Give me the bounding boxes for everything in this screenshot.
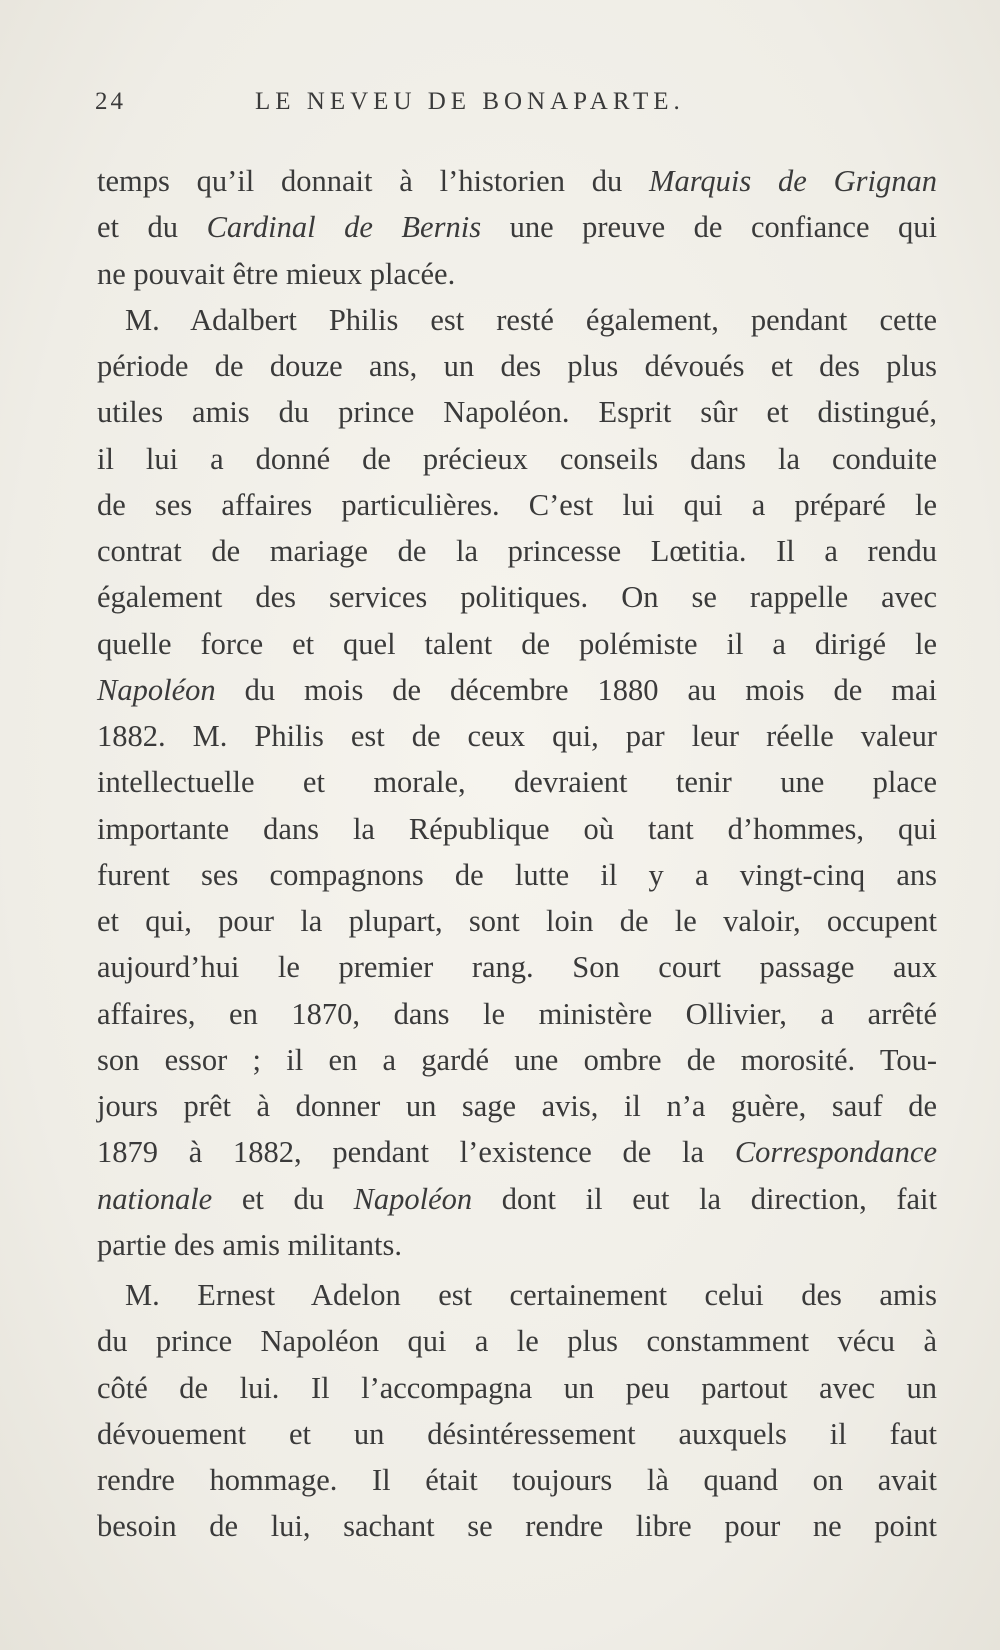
text-line: côté de lui. Il l’accompagna un peu partout avec un [97, 1370, 937, 1405]
text-line: de ses affaires particulières. C’est lui qui a préparé le [97, 487, 937, 522]
text-line: son essor ; il en a gardé une ombre de morosité. Tou- [97, 1042, 937, 1077]
text-line: dévouement et un désintéressement auxquels il faut [97, 1416, 937, 1451]
text-line: il lui a donné de précieux conseils dans la conduite [97, 441, 937, 476]
text-line: Napoléon du mois de décembre 1880 au mois de mai [97, 672, 937, 707]
text-line: rendre hommage. Il était toujours là quand on avait [97, 1463, 937, 1497]
text-line: et qui, pour la plupart, sont loin de le valoir, occupent [97, 904, 937, 938]
text-line: affaires, en 1870, dans le ministère Ollivier, a arrêté [97, 996, 937, 1031]
text-line: quelle force et quel talent de polémiste il a dirigé le [97, 626, 937, 661]
text-line: également des services politiques. On se rappelle avec [97, 580, 937, 615]
text-line: aujourd’hui le premier rang. Son court passage aux [97, 950, 937, 985]
text-line: du prince Napoléon qui a le plus constamment vécu à [97, 1324, 937, 1359]
text-line: intellectuelle et morale, devraient tenir une place [97, 765, 937, 800]
text-line: utiles amis du prince Napoléon. Esprit sûr et distingué, [97, 395, 937, 430]
page-header [95, 88, 895, 128]
text-line: temps qu’il donnait à l’historien du Marquis de Grignan [97, 164, 937, 198]
text-line: besoin de lui, sachant se rendre libre pour ne point [97, 1509, 937, 1544]
page-number: 24 [95, 88, 126, 115]
text-line: M. Ernest Adelon est certainement celui des amis [125, 1278, 937, 1312]
body-text [97, 158, 937, 1550]
text-line: contrat de mariage de la princesse Lœtitia. Il a rendu [97, 534, 937, 568]
text-line: furent ses compagnons de lutte il y a vingt-cinq ans [97, 857, 937, 892]
text-line: période de douze ans, un des plus dévoués et des plus [97, 349, 937, 383]
text-line: importante dans la République où tant d’hommes, qui [97, 811, 937, 846]
text-line: M. Adalbert Philis est resté également, pendant cette [125, 302, 937, 337]
text-line: et du Cardinal de Bernis une preuve de confiance qui [97, 210, 937, 245]
text-line: partie des amis militants. [97, 1227, 402, 1262]
text-line: 1879 à 1882, pendant l’existence de la Correspondance [97, 1135, 937, 1170]
running-title: LE NEVEU DE BONAPARTE. [255, 88, 685, 115]
text-line: ne pouvait être mieux placée. [97, 256, 456, 291]
text-line: jours prêt à donner un sage avis, il n’a guère, sauf de [97, 1089, 937, 1123]
text-line: nationale et du Napoléon dont il eut la direction, fait [97, 1181, 937, 1216]
text-line: 1882. M. Philis est de ceux qui, par leur réelle valeur [97, 719, 937, 753]
